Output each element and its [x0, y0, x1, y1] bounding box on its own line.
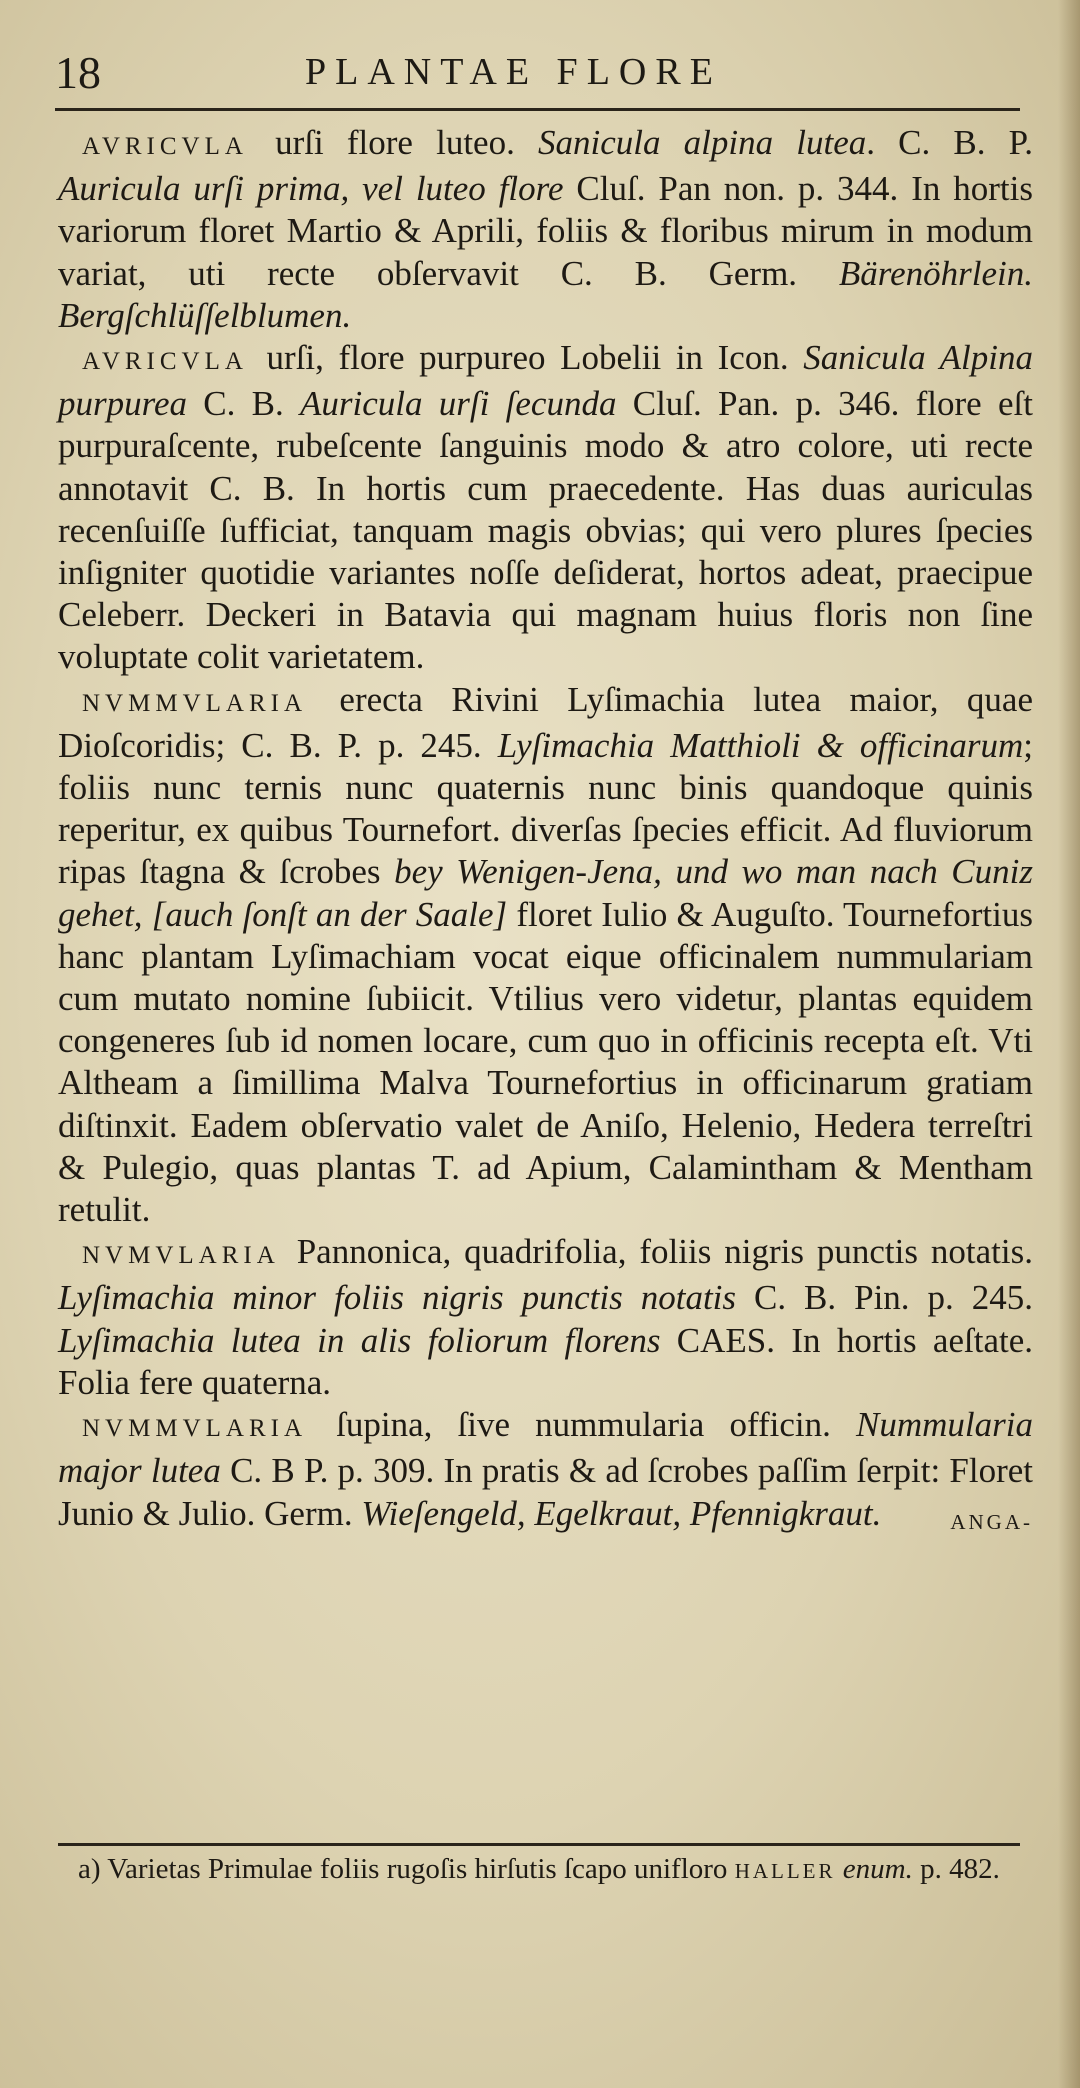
- entry-headword: AVRICVLA: [82, 133, 248, 160]
- german-names: Wieſengeld, Egelkraut, Pfennigkraut.: [361, 1493, 882, 1533]
- entry-headword: AVRICVLA: [82, 348, 248, 376]
- german-locality: bey Wenigen-Jena, und wo man nach Cuniz gehet, [auch ſonſt an der Saale]: [58, 852, 1033, 934]
- entry-headword: NVMMVLARIA: [82, 689, 307, 717]
- entry-auricula-purpurea: AVRICVLA urſi, flore purpureo Lobelii in Icon. Sanicula Alpina purpurea C. B. Auricula urſi ſecunda Cluſ. Pan. p. 346. flore eſt purpuraſcente, rubeſcente ſanguinis modo & atro colore, uti recte annotavit C. B. In hortis cum praecedente. Has duas auriculas recenſuiſſe ſufficiat, tanquam magis obvias; qui vero plures ſpecies inſigniter quotidie variantes noſſe deſiderat, hortos adeat, praecipue Celeberr. Deckeri in Batavia qui magnam huius floris non ſine voluptate colit varietatem.: [58, 338, 1033, 677]
- entry-nummularia-supina: NVMMVLARIA ſupina, ſive nummularia officin. Nummularia major lutea C. B P. p. 309. In pratis & ad ſcrobes paſſim ſerpit: Floret Junio & Julio. Germ. Wieſengeld, Egelkraut, Pfennigkraut. ANGA-: [58, 1404, 1033, 1535]
- synonym: Lyſimachia minor foliis nigris punctis notatis: [58, 1278, 737, 1318]
- entry-headword: NVMMVLARIA: [82, 1415, 307, 1443]
- running-head: [55, 46, 1015, 106]
- page-edge-shadow: [1058, 0, 1080, 2088]
- entry-nummularia-pannonica: NVMVLARIA Pannonica, quadrifolia, foliis nigris punctis notatis. Lyſimachia minor foliis nigris punctis notatis C. B. Pin. p. 245. Lyſimachia lutea in alis foliorum florens CAES. In hortis aeſtate. Folia fere quaterna.: [58, 1232, 1033, 1402]
- page-number: 18: [55, 47, 101, 98]
- catchword: ANGA-: [950, 1509, 1033, 1534]
- synonym: Lyſimachia Matthioli & officinarum: [497, 725, 1024, 765]
- header-rule: [55, 108, 1020, 111]
- entry-nummularia-erecta: NVMMVLARIA erecta Rivini Lyſimachia lutea maior, quae Dioſcoridis; C. B. P. p. 245. Lyſimachia Matthioli & officinarum; foliis nunc ternis nunc quaternis nunc binis quandoque quinis reperitur, ex quibus Tournefort. diverſas ſpecies efficit. Ad fluviorum ripas ſtagna & ſcrobes bey Wenigen-Jena, und wo man nach Cuniz gehet, [auch ſonſt an der Saale] floret Iulio & Auguſto. Tournefortius hanc plantam Lyſimachiam vocat eique officinalem nummulariam cum mutato nomine ſubiicit. Vtilius vero videtur, plantas equidem congeneres ſub id nomen locare, cum quo in officinis recepta eſt. Vti Altheam a ſimillima Malva Tournefortius in officinarum gratiam diſtinxit. Eadem obſervatio valet de Aniſo, Helenio, Hedera terreſtri & Pulegio, quas plantas T. ad Apium, Calamintham & Mentham retulit.: [58, 679, 1033, 1230]
- footnote: a) Varietas Primulae foliis rugoſis hirſutis ſcapo unifloro HALLER enum. p. 482.: [78, 1853, 1000, 1885]
- footnote-author: HALLER: [734, 1859, 836, 1883]
- synonym: Auricula urſi ſecunda: [300, 384, 617, 424]
- entry-auricula-lutea: AVRICVLA urſi flore luteo. Sanicula alpina lutea. C. B. P. Auricula urſi prima, vel luteo flore Cluſ. Pan non. p. 344. In hortis variorum floret Martio & Aprili, foliis & floribus mirum in modum variat, uti recte obſervavit C. B. Germ. Bärenöhrlein. Bergſchlüſſelblumen.: [58, 123, 1033, 335]
- synonym: Nummularia major lutea: [58, 1405, 1033, 1491]
- main-text: [58, 122, 1033, 1543]
- synonym: Auricula urſi prima, vel luteo flore: [58, 169, 564, 209]
- footnote-rule: [58, 1843, 1020, 1846]
- synonym: Sanicula Alpina purpurea: [58, 338, 1033, 424]
- synonym: Lyſimachia lutea in alis foliorum florens: [58, 1320, 661, 1360]
- synonym: Sanicula alpina lutea: [538, 123, 867, 162]
- german-names: Bärenöhrlein. Bergſchlüſſelblumen.: [58, 253, 1033, 335]
- entry-headword: NVMVLARIA: [82, 1242, 280, 1270]
- page-header-title: PLANTAE FLORE: [305, 51, 722, 93]
